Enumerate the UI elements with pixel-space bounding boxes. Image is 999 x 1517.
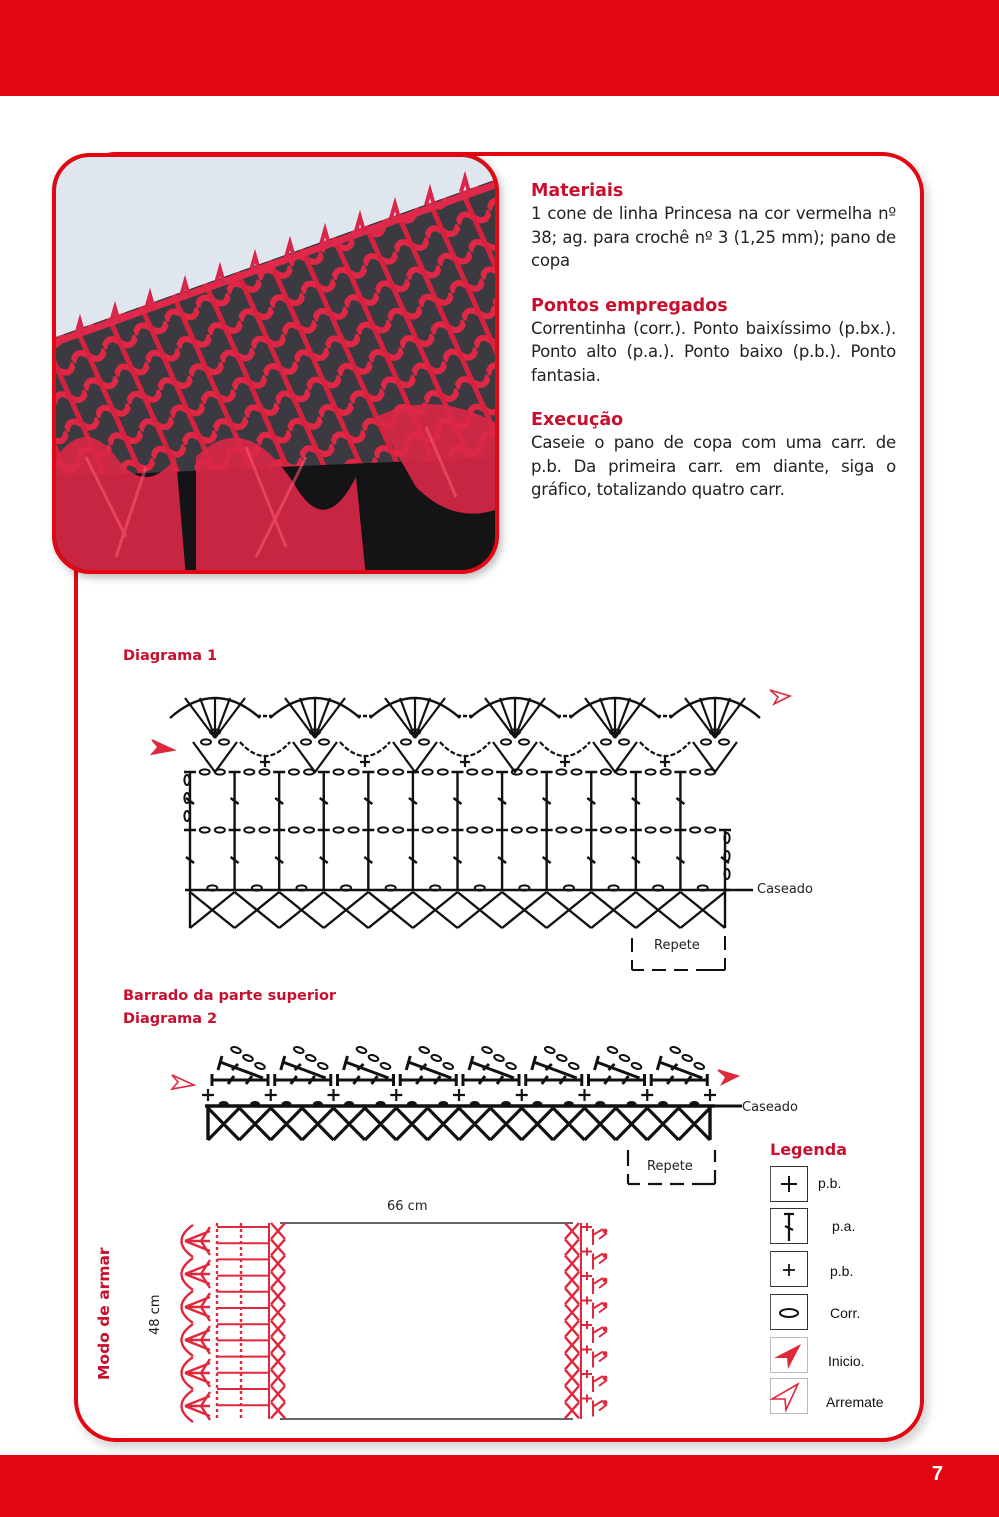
fan-v [293, 742, 337, 772]
fan-spoke [200, 698, 215, 738]
diagram1-chart [150, 680, 790, 980]
start-arrow-icon [718, 1070, 738, 1084]
legend-title: Legenda [770, 1140, 847, 1159]
double-crochet-stitch [318, 772, 330, 830]
section-stitches [531, 295, 896, 388]
single-crochet-stitch [202, 1089, 214, 1101]
diagram2-title-line2: Diagrama 2 [123, 1011, 218, 1027]
double-crochet-stitch [452, 772, 464, 830]
chain-stitch [544, 1046, 555, 1054]
legend-item-inicio [770, 1337, 910, 1375]
chain-oval-icon [771, 1295, 807, 1329]
legend-item-pa [770, 1208, 910, 1246]
single-crochet-stitch [641, 1089, 653, 1101]
single-crochet-stitch [390, 1089, 402, 1101]
chain-stitch [719, 739, 729, 744]
chain-stitch [601, 739, 611, 744]
double-crochet-stitch [362, 830, 374, 890]
section-title: Execução [531, 410, 624, 430]
chain-stitch [393, 769, 403, 774]
crochet-photo [52, 153, 499, 574]
chain-stitch [333, 827, 343, 832]
assembly-height-label: 48 cm [148, 1294, 163, 1335]
plus-icon [771, 1252, 807, 1286]
fan-spoke [315, 698, 330, 738]
double-crochet-stitch [541, 830, 553, 890]
crochet-photo-icon [56, 157, 499, 574]
right-shell [582, 1272, 607, 1294]
right-shell-dot [603, 1278, 608, 1283]
base-row-line [185, 890, 730, 928]
legend-symbol-box [770, 1294, 808, 1330]
chain-stitch [393, 827, 403, 832]
single-crochet-stitch [453, 1089, 465, 1101]
assembly-diagram [165, 1205, 625, 1435]
single-crochet-stitch [704, 1089, 716, 1101]
legend-symbol-box [770, 1166, 808, 1202]
double-crochet-stitch [229, 772, 241, 830]
chain-stitch [519, 885, 529, 890]
right-x-column [565, 1223, 579, 1418]
chain-stitch [705, 827, 715, 832]
double-crochet-stitch [541, 772, 553, 830]
chain-stitch [293, 1046, 304, 1054]
chain-stitch [423, 769, 433, 774]
chain-stitch [376, 1101, 386, 1107]
single-crochet-stitch [460, 757, 470, 767]
right-shell [582, 1346, 607, 1368]
chain-stitch [438, 1101, 448, 1107]
fan-spoke [400, 698, 415, 738]
chain-stitch [661, 769, 671, 774]
chain-stitch [690, 769, 700, 774]
section-body: 1 cone de linha Princesa na cor vermelha nº 38; ag. para crochê nº 3 (1,25 mm); pano de copa [531, 204, 896, 270]
assembly-width-label: 66 cm [387, 1199, 428, 1214]
chain-stitch [505, 1062, 516, 1070]
legend-label: Arremate [826, 1394, 884, 1410]
chain-stitch [607, 1046, 618, 1054]
chain-stitch [289, 827, 299, 832]
chain-stitch [519, 739, 529, 744]
chain-stitch [378, 827, 388, 832]
chain-stitch [430, 885, 440, 890]
chain-stitch [200, 827, 210, 832]
chain-stitch [419, 1046, 430, 1054]
chain-stitch [301, 739, 311, 744]
chain-stitch [244, 827, 254, 832]
finish-arrow-icon [770, 690, 790, 704]
chain-stitch [556, 769, 566, 774]
fan-spoke [615, 698, 630, 738]
chain-stitch [244, 769, 254, 774]
chain-stitch [527, 769, 537, 774]
chain-stitch [386, 885, 396, 890]
left-fan [182, 1291, 211, 1323]
chain-stitch [423, 827, 433, 832]
chain-stitch [556, 827, 566, 832]
legend-label: Corr. [830, 1305, 861, 1321]
double-crochet-icon [771, 1209, 807, 1243]
page-number: 7 [931, 1463, 943, 1485]
section-body: Caseie o pano de copa com uma carr. de p.b. Da primeira carr. em diante, siga o gráfico, totalizando quatro carr. [531, 433, 896, 499]
chain-stitch [724, 833, 729, 843]
chain-stitch [207, 885, 217, 890]
chain-stitch [431, 1054, 442, 1062]
chain-stitch [242, 1054, 253, 1062]
finish-arrow-icon [172, 1075, 194, 1089]
right-shell [582, 1370, 607, 1392]
chain-stitch [407, 1101, 417, 1107]
finish-arrow-icon [771, 1379, 807, 1413]
chain-loop [240, 742, 290, 756]
chain-stitch [380, 1062, 391, 1070]
chain-stitch [572, 827, 582, 832]
fan-v [593, 742, 637, 772]
chain-stitch [493, 1054, 504, 1062]
right-shell-dot [603, 1400, 608, 1405]
chain-stitch [646, 827, 656, 832]
right-shell [582, 1223, 607, 1245]
chain-stitch [619, 1054, 630, 1062]
diagram1-repete-label: Repete [654, 938, 700, 953]
chain-stitch [254, 1062, 265, 1070]
chain-stitch [670, 1046, 681, 1054]
chain-stitch [619, 739, 629, 744]
double-crochet-stitch [674, 830, 686, 890]
chain-stitch [215, 827, 225, 832]
chain-stitch [356, 1046, 367, 1054]
chain-stitch [689, 1101, 699, 1107]
double-crochet-stitch [184, 830, 196, 890]
single-crochet-stitch [516, 1089, 528, 1101]
chain-stitch [184, 775, 189, 785]
double-crochet-stitch [407, 772, 419, 830]
left-x-column [271, 1223, 285, 1418]
chain-stitch [368, 1054, 379, 1062]
chain-stitch [572, 769, 582, 774]
chain-stitch [690, 827, 700, 832]
chain-stitch [341, 885, 351, 890]
double-crochet-stitch [496, 772, 508, 830]
chain-loop [440, 742, 490, 756]
left-fan [182, 1390, 211, 1422]
chain-stitch [661, 827, 671, 832]
chain-stitch [219, 1101, 229, 1107]
double-crochet-stitch [229, 830, 241, 890]
chain-stitch [438, 827, 448, 832]
legend-symbol-box [770, 1208, 808, 1244]
right-shell [582, 1321, 607, 1343]
fan-spoke [715, 698, 730, 738]
fan-spoke [415, 698, 430, 738]
chain-stitch [344, 1101, 354, 1107]
chain-stitch [601, 827, 611, 832]
chain-stitch [682, 1054, 693, 1062]
double-crochet-stitch [585, 772, 597, 830]
right-shell-dot [603, 1351, 608, 1356]
right-shell [582, 1248, 607, 1270]
right-shell-dot [603, 1253, 608, 1258]
section-title: Materiais [531, 181, 624, 201]
chain-stitch [305, 1054, 316, 1062]
chain-stitch [419, 739, 429, 744]
chain-loop [340, 742, 390, 756]
single-crochet-stitch [265, 1089, 277, 1101]
double-crochet-stitch [362, 772, 374, 830]
fan-v [693, 742, 737, 772]
section-execution [531, 409, 896, 502]
diagram2-repete-label: Repete [647, 1159, 693, 1174]
double-crochet-stitch [452, 830, 464, 890]
chain-stitch [601, 769, 611, 774]
single-crochet-stitch [260, 757, 270, 767]
chain-stitch [201, 739, 211, 744]
diagram1-title: Diagrama 1 [123, 648, 218, 664]
fan-v [393, 742, 437, 772]
fan-v [193, 742, 237, 772]
section-title: Pontos empregados [531, 295, 728, 316]
start-arrow-icon [771, 1338, 807, 1372]
chain-stitch [501, 1101, 511, 1107]
chain-stitch [304, 827, 314, 832]
diagram1-caseado-label: Caseado [757, 882, 813, 897]
chain-stitch [512, 827, 522, 832]
double-crochet-stitch [630, 830, 642, 890]
chain-stitch [564, 885, 574, 890]
double-crochet-stitch [496, 830, 508, 890]
chain-stitch [658, 1101, 668, 1107]
fan-spoke [600, 698, 615, 738]
chain-stitch [501, 739, 511, 744]
x-stitch-row [190, 892, 725, 928]
left-fan [182, 1357, 211, 1389]
legend-symbol-box [770, 1337, 808, 1373]
chain-stitch [467, 769, 477, 774]
left-fan [182, 1225, 211, 1257]
chain-stitch [646, 769, 656, 774]
chain-stitch [475, 885, 485, 890]
chain-stitch [259, 769, 269, 774]
chain-stitch [527, 827, 537, 832]
chain-stitch [219, 739, 229, 744]
instructions-column [531, 180, 896, 524]
left-fan [182, 1324, 211, 1356]
left-fan [182, 1258, 211, 1290]
chain-stitch [333, 769, 343, 774]
chain-stitch [631, 1062, 642, 1070]
single-crochet-stitch [328, 1089, 340, 1101]
single-crochet-stitch [660, 757, 670, 767]
chain-stitch [349, 769, 359, 774]
chain-stitch [443, 1062, 454, 1070]
legend-item-pb [770, 1166, 910, 1204]
chain-stitch [532, 1101, 542, 1107]
right-shell [582, 1297, 607, 1319]
single-crochet-stitch [560, 757, 570, 767]
start-arrow-icon [152, 740, 174, 754]
double-crochet-stitch [273, 772, 285, 830]
chain-stitch [616, 827, 626, 832]
fan-v [493, 742, 537, 772]
double-crochet-stitch [674, 772, 686, 830]
chain-stitch [281, 1101, 291, 1107]
chain-stitch [319, 739, 329, 744]
legend-label: Inicio. [828, 1353, 865, 1369]
chain-stitch [653, 885, 663, 890]
double-crochet-stitch [273, 830, 285, 890]
chain-loop [540, 742, 590, 756]
chain-stitch [482, 769, 492, 774]
double-crochet-stitch [318, 830, 330, 890]
fan-spoke [515, 698, 530, 738]
chain-stitch [438, 769, 448, 774]
chain-stitch [627, 1101, 637, 1107]
chain-stitch [252, 885, 262, 890]
chain-stitch [556, 1054, 567, 1062]
chain-stitch [698, 885, 708, 890]
single-crochet-stitch [360, 757, 370, 767]
chain-stitch [230, 1046, 241, 1054]
diagram2-title-line1: Barrado da parte superior [123, 988, 337, 1004]
double-crochet-stitch [585, 830, 597, 890]
chain-loop [640, 742, 690, 756]
chain-stitch [259, 827, 269, 832]
chain-stitch [378, 769, 388, 774]
chain-stitch [184, 811, 189, 821]
x-stitch-row [208, 1108, 710, 1140]
legend-label: p.a. [832, 1218, 856, 1234]
chain-stitch [467, 827, 477, 832]
single-crochet-stitch [579, 1089, 591, 1101]
fan-spoke [300, 698, 315, 738]
chain-stitch [701, 739, 711, 744]
right-shell-dot [603, 1376, 608, 1381]
top-banner [0, 0, 999, 96]
legend-symbol-box [770, 1251, 808, 1287]
towel-outline [280, 1223, 573, 1419]
plus-icon [771, 1167, 807, 1201]
fan-spoke [700, 698, 715, 738]
legend-label: p.b. [818, 1175, 842, 1191]
fan-spoke [215, 698, 230, 738]
chain-stitch [724, 869, 729, 879]
chain-stitch [564, 1101, 574, 1107]
fan-spoke [500, 698, 515, 738]
chain-stitch [482, 827, 492, 832]
chain-stitch [289, 769, 299, 774]
double-crochet-stitch [407, 830, 419, 890]
chain-stitch [724, 851, 729, 861]
diagram2-caseado-label: Caseado [742, 1100, 798, 1115]
right-shell-dot [603, 1229, 608, 1234]
chain-stitch [313, 1101, 323, 1107]
chain-stitch [481, 1046, 492, 1054]
assembly-title: Modo de armar [95, 1247, 113, 1380]
section-materials [531, 180, 896, 273]
chain-stitch [250, 1101, 260, 1107]
chain-stitch [200, 769, 210, 774]
chain-stitch [595, 1101, 605, 1107]
chain-stitch [568, 1062, 579, 1070]
chain-stitch [470, 1101, 480, 1107]
legend-symbol-box [770, 1378, 808, 1414]
legend-item-pb-2 [770, 1251, 910, 1289]
legend-label: p.b. [830, 1263, 854, 1279]
legend-item-corr [770, 1294, 910, 1332]
chain-stitch [296, 885, 306, 890]
chain-stitch [401, 739, 411, 744]
legend-item-arremate [770, 1378, 910, 1416]
double-crochet-stitch [630, 772, 642, 830]
right-shell [582, 1395, 607, 1417]
section-body: Correntinha (corr.). Ponto baixíssimo (p.bx.). Ponto alto (p.a.). Ponto baixo (p.b.). Ponto fantasia. [531, 318, 896, 385]
right-shell-dot [603, 1327, 608, 1332]
chain-stitch [317, 1062, 328, 1070]
right-shell-dot [603, 1302, 608, 1307]
chain-stitch [349, 827, 359, 832]
bottom-banner [0, 1455, 999, 1517]
chain-stitch [609, 885, 619, 890]
chain-stitch [694, 1062, 705, 1070]
